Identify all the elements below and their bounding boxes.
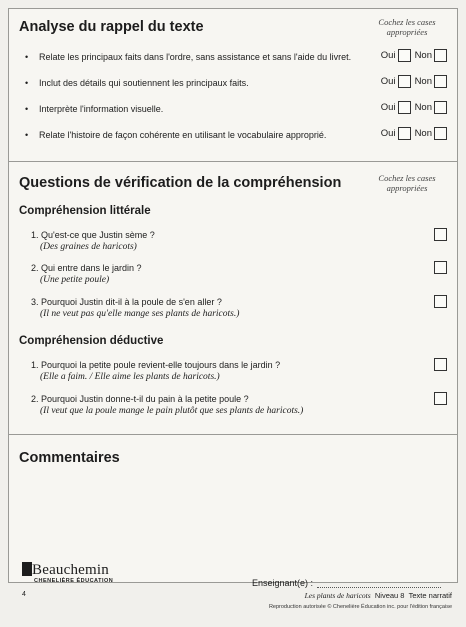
oui-checkbox[interactable] [398, 75, 411, 88]
question-checkbox[interactable] [434, 392, 447, 405]
oui-checkbox[interactable] [398, 49, 411, 62]
logo-mark-icon [22, 562, 32, 576]
book-info [305, 591, 452, 600]
question-checkbox[interactable] [434, 358, 447, 371]
retelling-item [21, 127, 451, 145]
answer-text: (Elle a faim. / Elle aime les plants de haricots.) [40, 372, 220, 382]
retelling-item-text: Interprète l'information visuelle. [39, 104, 164, 114]
question-item [31, 262, 391, 286]
book-title: Les plants de haricots [304, 591, 371, 600]
literal-comprehension-heading: Compréhension littérale [19, 205, 151, 217]
comprehension-questions-section [9, 161, 457, 435]
question-text: 3. Pourquoi Justin dit-il à la poule de s'en aller ? [31, 297, 222, 307]
question-text: 2. Pourquoi Justin donne-t-il du pain à la petite poule ? [31, 394, 249, 404]
bullet-icon: • [25, 104, 29, 114]
retelling-item-text: Inclut des détails qui soutiennent les principaux faits. [39, 78, 249, 88]
non-checkbox[interactable] [434, 49, 447, 62]
question-item [31, 229, 391, 253]
question-text: 1. Qu'est-ce que Justin sème ? [31, 230, 155, 240]
yes-no-group [381, 49, 451, 62]
comprehension-title: Questions de vérification de la compréhension [19, 175, 342, 191]
check-boxes-note: Cochez les cases appropriées [378, 17, 436, 37]
bullet-icon: • [25, 52, 29, 62]
non-checkbox[interactable] [434, 75, 447, 88]
logo-name: Beauchemin [32, 562, 109, 578]
bullet-icon: • [25, 130, 29, 140]
copyright-notice: Reproduction autorisée © Chenelière Éducation inc. pour l'édition française [268, 604, 452, 610]
teacher-label: Enseignant(e) : [252, 578, 314, 588]
check-boxes-note: Cochez les cases appropriées [378, 173, 436, 193]
page-footer [8, 562, 458, 627]
page-number: 4 [22, 591, 26, 598]
retelling-item [21, 49, 451, 67]
logo-subtitle: CHENELIÈRE ÉDUCATION [34, 578, 114, 584]
yes-no-group [381, 75, 451, 88]
non-label: Non [414, 128, 432, 139]
question-checkbox[interactable] [434, 228, 447, 241]
oui-label: Oui [380, 102, 396, 113]
answer-text: (Il ne veut pas qu'elle mange ses plants de haricots.) [40, 309, 240, 319]
answer-text: (Des graines de haricots) [40, 242, 137, 252]
book-genre: Texte narratif [408, 591, 452, 600]
retelling-analysis-section [9, 9, 457, 162]
oui-label: Oui [380, 128, 396, 139]
yes-no-group [381, 127, 451, 140]
question-item [31, 393, 391, 417]
assessment-sheet [8, 8, 458, 583]
book-level: Niveau 8 [374, 591, 405, 600]
comments-title: Commentaires [19, 450, 120, 466]
non-label: Non [414, 76, 432, 87]
yes-no-group [381, 101, 451, 114]
retelling-item [21, 75, 451, 93]
question-item [31, 359, 391, 383]
oui-checkbox[interactable] [398, 127, 411, 140]
answer-text: (Une petite poule) [40, 275, 110, 285]
comments-section[interactable] [9, 434, 457, 582]
question-checkbox[interactable] [434, 261, 447, 274]
retelling-item-text: Relate l'histoire de façon cohérente en utilisant le vocabulaire approprié. [39, 130, 327, 140]
retelling-item-text: Relate les principaux faits dans l'ordre, sans assistance et sans l'aide du livret. [39, 52, 352, 62]
non-checkbox[interactable] [434, 127, 447, 140]
non-label: Non [414, 50, 432, 61]
oui-label: Oui [380, 76, 396, 87]
teacher-name-line[interactable] [317, 579, 441, 588]
bullet-icon: • [25, 78, 29, 88]
question-text: 2. Qui entre dans le jardin ? [31, 263, 142, 273]
answer-text: (Il veut que la poule mange le pain plutôt que ses plants de haricots.) [40, 406, 304, 416]
retelling-title: Analyse du rappel du texte [19, 19, 204, 35]
question-text: 1. Pourquoi la petite poule revient-elle toujours dans le jardin ? [31, 360, 281, 370]
deductive-comprehension-heading: Compréhension déductive [19, 335, 164, 347]
oui-checkbox[interactable] [398, 101, 411, 114]
retelling-item [21, 101, 451, 119]
non-label: Non [414, 102, 432, 113]
non-checkbox[interactable] [434, 101, 447, 114]
question-item [31, 296, 391, 320]
question-checkbox[interactable] [434, 295, 447, 308]
oui-label: Oui [380, 50, 396, 61]
publisher-logo [22, 561, 113, 584]
teacher-field [252, 578, 441, 588]
